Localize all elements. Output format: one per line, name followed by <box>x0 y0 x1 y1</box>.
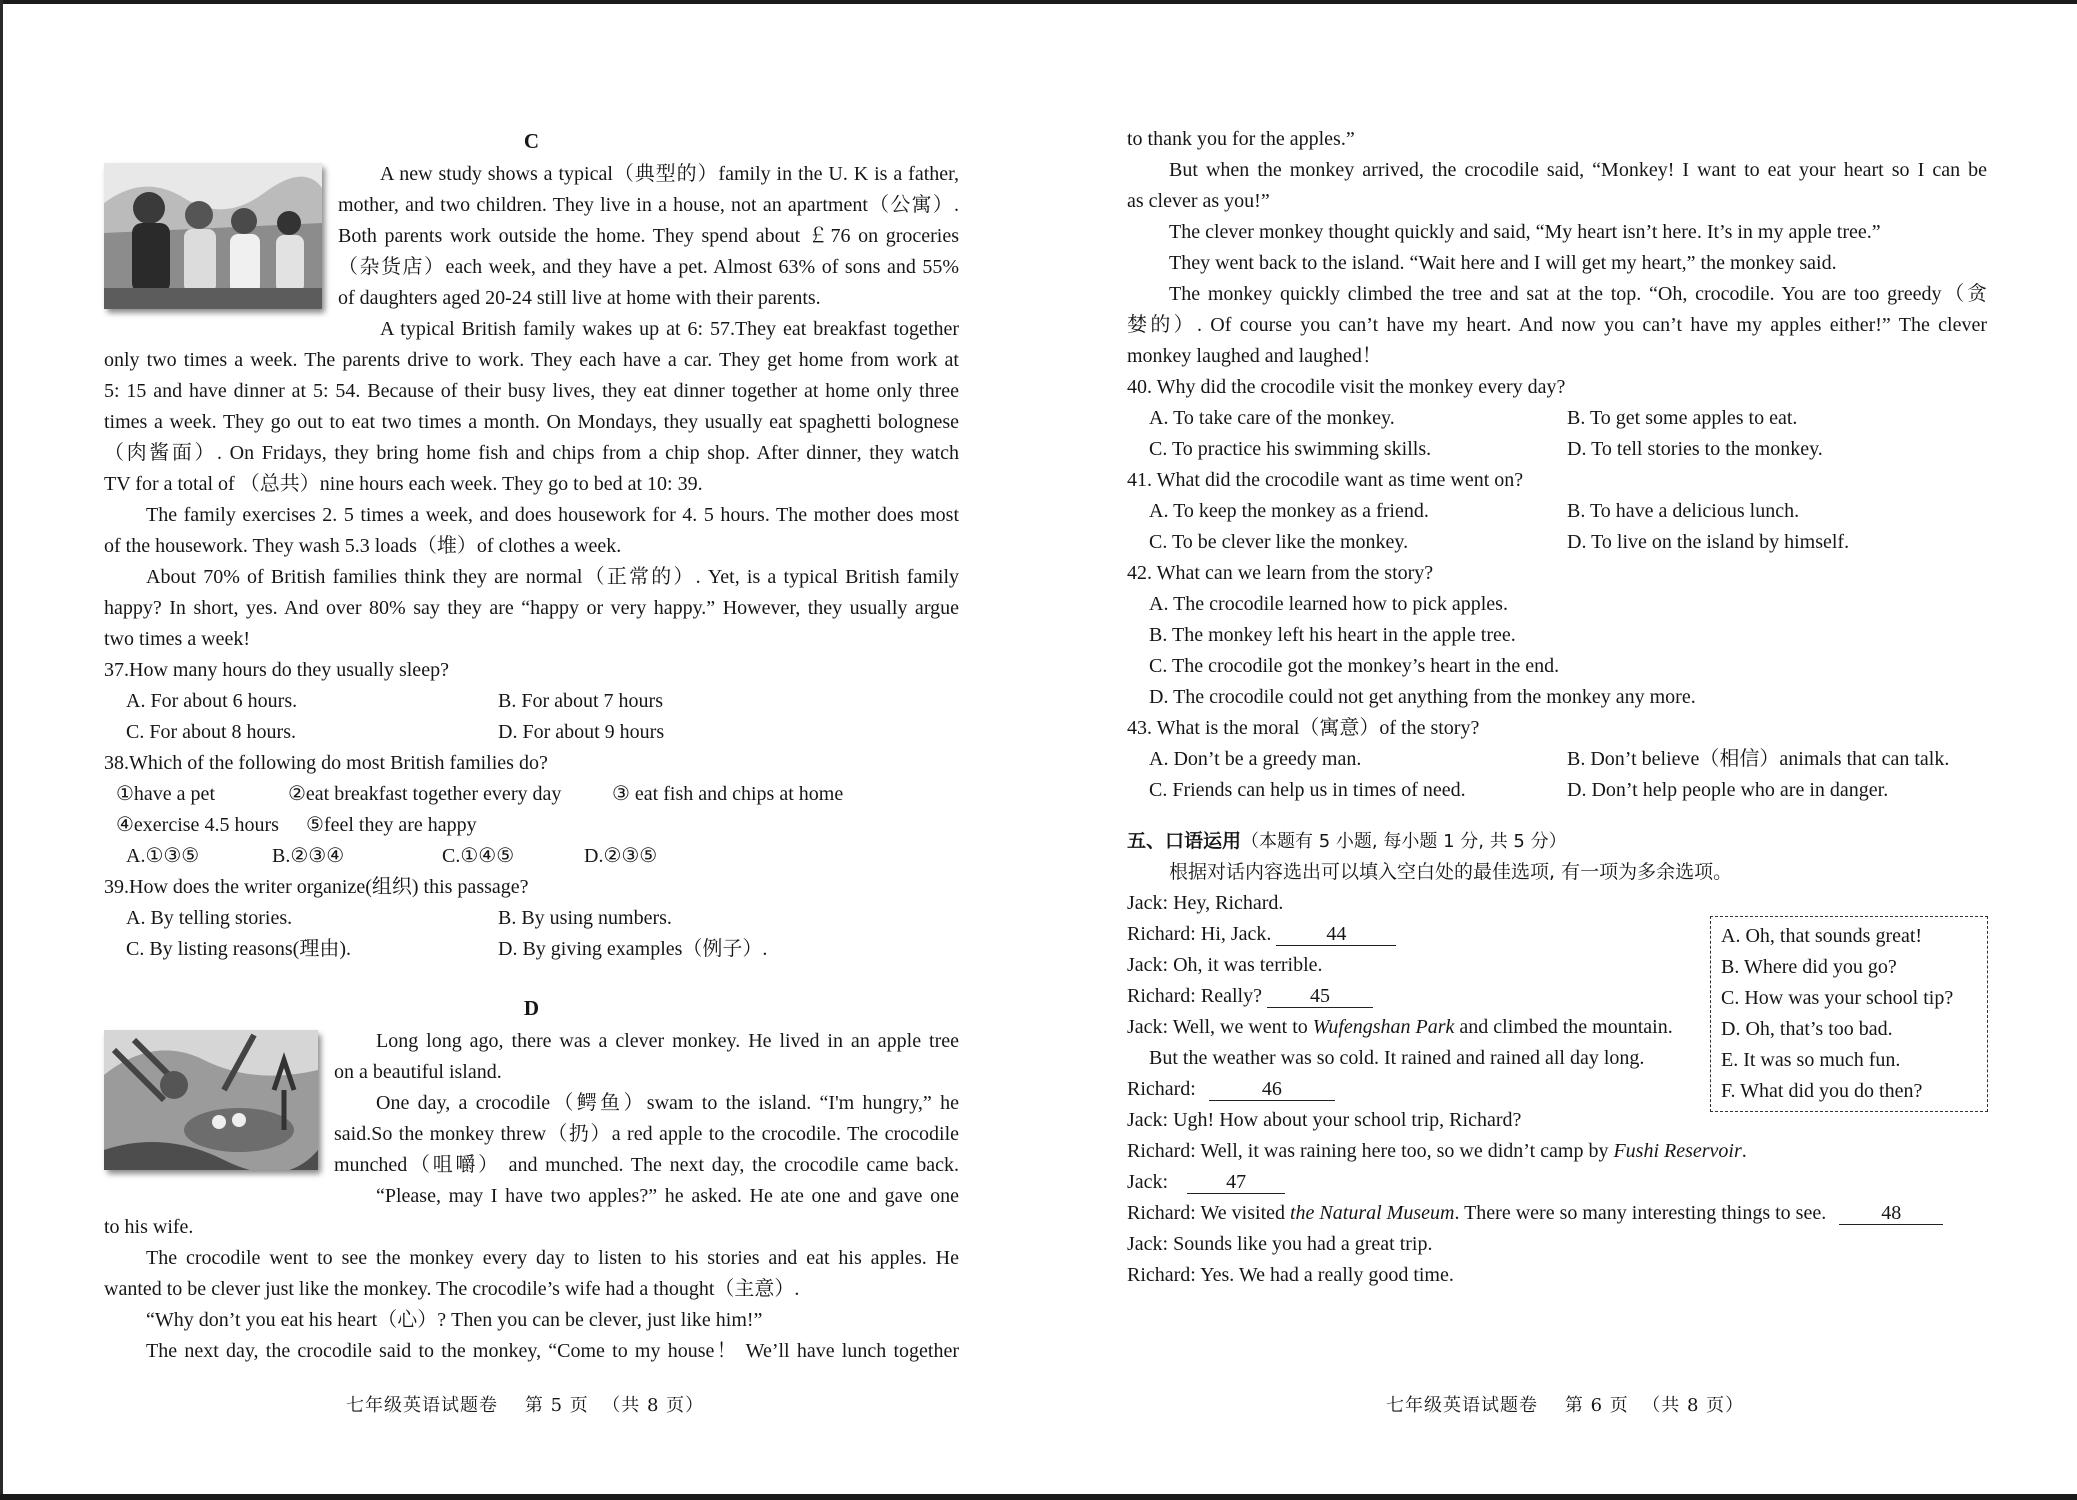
text-line: （杂货店）each week, and they have a pet. Almost 63% of sons and 55% <box>338 256 959 278</box>
question-40-options-row-2 <box>1127 434 1987 465</box>
option-c: C. To be clever like the monkey. <box>1149 531 1409 553</box>
option-d: D. For about 9 hours <box>498 721 665 743</box>
answer-blank-48[interactable]: 48 <box>1839 1202 1943 1225</box>
answer-blank-47[interactable]: 47 <box>1187 1171 1285 1194</box>
answer-option: B. Where did you go? <box>1721 956 1897 978</box>
text-line: munched（咀嚼） and munched. The next day, the crocodile came back. <box>334 1154 959 1176</box>
dialogue-text: Oh, it was terrible. <box>1173 954 1323 976</box>
section-c-intro <box>104 159 959 345</box>
speaker-label: Richard: <box>1127 1264 1196 1286</box>
text-line: said.So the monkey threw（扔）a red apple to the crocodile. The crocodile <box>334 1123 959 1145</box>
speaker-label: Richard: <box>1127 1202 1196 1224</box>
dialogue-text: We visited <box>1200 1202 1290 1224</box>
text-line: One day, a crocodile（鳄鱼）swam to the island. “I'm hungry,” he <box>376 1092 959 1114</box>
text-line: They went back to the island. “Wait here and I will get my heart,” the monkey said. <box>1169 252 1837 274</box>
speaker-label: Richard: <box>1127 1078 1196 1100</box>
question-41-stem: 41. What did the crocodile want as time went on? <box>1127 469 1524 491</box>
answer-option: D. Oh, that’s too bad. <box>1721 1018 1893 1040</box>
dialogue-text: Hey, Richard. <box>1173 892 1284 914</box>
answer-options-box <box>1710 916 1988 1112</box>
dialogue-text: Yes. We had a really good time. <box>1200 1264 1454 1286</box>
answer-option: A. Oh, that sounds great! <box>1721 925 1923 947</box>
speaker-label: Richard: <box>1127 1140 1196 1162</box>
text-line: Both parents work outside the home. They spend about ￡76 on groceries <box>338 225 959 247</box>
text-line: The family exercises 2. 5 times a week, and does housework for 4. 5 hours. The mother does most <box>146 504 959 526</box>
answer-blank-45[interactable]: 45 <box>1267 985 1373 1008</box>
question-43-stem: 43. What is the moral（寓意）of the story? <box>1127 717 1480 739</box>
text-line: A new study shows a typical（典型的）family in the U. K is a father, <box>380 163 959 185</box>
option-a: A.①③⑤ <box>126 845 200 867</box>
answer-option: C. How was your school tip? <box>1721 987 1954 1009</box>
option-d: D. By giving examples（例子）. <box>498 938 768 960</box>
dialogue-line <box>1127 1229 1987 1260</box>
option-d: D. The crocodile could not get anything from the monkey any more. <box>1149 686 1696 708</box>
statement-item: ③ eat fish and chips at home <box>612 783 844 805</box>
text-line: 5: 15 and have dinner at 5: 54. Because of their busy lives, they eat dinner together at home only three <box>104 380 959 402</box>
dialogue-line <box>1127 1260 1987 1291</box>
question-37-options-row-1 <box>104 686 959 717</box>
option-b: B. To get some apples to eat. <box>1567 407 1798 429</box>
text-line: of daughters aged 20-24 still live at home with their parents. <box>338 287 821 309</box>
text-line: as clever as you!” <box>1127 190 1270 212</box>
option-c: C. Friends can help us in times of need. <box>1149 779 1466 801</box>
section-d-heading: D <box>523 996 540 1020</box>
question-42-stem: 42. What can we learn from the story? <box>1127 562 1434 584</box>
question-41-options-row-1 <box>1127 496 1987 527</box>
option-c: C. For about 8 hours. <box>126 721 296 743</box>
option-b: B. To have a delicious lunch. <box>1567 500 1800 522</box>
option-d: D. To tell stories to the monkey. <box>1567 438 1823 460</box>
speaker-label: Richard: <box>1127 985 1196 1007</box>
part-5-scoring-note: （本题有 5 小题, 每小题 1 分, 共 5 分） <box>1241 831 1567 852</box>
option-a: A. The crocodile learned how to pick apples. <box>1149 593 1508 615</box>
option-d: D. To live on the island by himself. <box>1567 531 1850 553</box>
question-37-options-row-2 <box>104 717 959 748</box>
text-line: times a week. They go out to eat two times a month. On Mondays, they usually eat spaghetti bolognese <box>104 411 959 433</box>
question-43-options-row-2 <box>1127 775 1987 806</box>
option-c: C. To practice his swimming skills. <box>1149 438 1432 460</box>
option-b: B. Don’t believe（相信）animals that can talk. <box>1567 748 1950 770</box>
answer-option: F. What did you do then? <box>1721 1080 1923 1102</box>
option-a: A. For about 6 hours. <box>126 690 298 712</box>
text-line: monkey laughed and laughed！ <box>1127 345 1382 367</box>
question-38-items-row-2 <box>104 810 959 841</box>
text-line: 婪的）. Of course you can’t have my heart. And now you can’t have my apples either!” The clever <box>1127 314 1987 336</box>
option-b: B. By using numbers. <box>498 907 672 929</box>
text-line: （肉酱面）. On Fridays, they bring home fish and chips from a chip shop. After dinner, they watch <box>104 442 959 464</box>
family-photo-icon <box>104 163 322 309</box>
dialogue-text: Well, it was raining here too, so we didn’t camp by <box>1200 1140 1614 1162</box>
dialogue-text: and climbed the mountain. <box>1454 1016 1673 1038</box>
section-d-intro <box>104 1026 959 1212</box>
dialogue-continuation: But the weather was so cold. It rained and rained all day long. <box>1149 1047 1645 1069</box>
text-line: wanted to be clever just like the monkey. The crocodile’s wife had a thought（主意）. <box>104 1278 800 1300</box>
statement-item: ④exercise 4.5 hours <box>116 814 279 836</box>
text-line: Long long ago, there was a clever monkey. He lived in an apple tree <box>376 1030 959 1052</box>
option-c: C.①④⑤ <box>442 845 515 867</box>
dialogue-line <box>1127 1136 1987 1167</box>
dialogue-line <box>1127 1198 1987 1229</box>
place-name: Fushi Reservoir <box>1613 1140 1742 1162</box>
option-a: A. To keep the monkey as a friend. <box>1149 500 1429 522</box>
answer-blank-44[interactable]: 44 <box>1276 923 1396 946</box>
part-5-instruction: 根据对话内容选出可以填入空白处的最佳选项, 有一项为多余选项。 <box>1169 861 1733 883</box>
question-38-stem: 38.Which of the following do most British families do? <box>104 752 548 774</box>
speaker-label: Jack: <box>1127 1109 1169 1131</box>
text-line: two times a week! <box>104 628 251 650</box>
text-line: to thank you for the apples.” <box>1127 128 1355 150</box>
statement-item: ②eat breakfast together every day <box>288 783 562 805</box>
option-a: A. By telling stories. <box>126 907 293 929</box>
dialogue-text: . <box>1741 1140 1747 1162</box>
text-line: “Why don’t you eat his heart（心）? Then you can be clever, just like him!” <box>146 1309 763 1331</box>
text-line: only two times a week. The parents drive to work. They each have a car. They get home from work at <box>104 349 959 371</box>
dialogue-line <box>1127 888 1987 919</box>
page-footer-left: 七年级英语试题卷 第 5 页 （共 8 页） <box>346 1395 705 1416</box>
speaker-label: Jack: <box>1127 1171 1169 1193</box>
statement-item: ①have a pet <box>116 783 215 805</box>
question-43-options-row-1 <box>1127 744 1987 775</box>
question-38-items-row-1 <box>104 779 959 810</box>
monkey-crocodile-illustration-icon <box>104 1030 318 1170</box>
text-line: A typical British family wakes up at 6: 57.They eat breakfast together <box>380 318 959 340</box>
text-line: on a beautiful island. <box>334 1061 502 1083</box>
text-line: About 70% of British families think they are normal（正常的）. Yet, is a typical British family <box>146 566 959 588</box>
question-39-options-row-2 <box>104 934 959 965</box>
text-line: The next day, the crocodile said to the monkey, “Come to my house！ We’ll have lunch together <box>146 1340 959 1362</box>
dialogue-text: . There were so many interesting things to see. <box>1454 1202 1827 1224</box>
speaker-label: Jack: <box>1127 1016 1169 1038</box>
question-37-stem: 37.How many hours do they usually sleep? <box>104 659 449 681</box>
option-b: B.②③④ <box>272 845 345 867</box>
dialogue-text: Sounds like you had a great trip. <box>1173 1233 1433 1255</box>
text-line: mother, and two children. They live in a house, not an apartment（公寓）. <box>338 194 959 216</box>
dialogue-text: Really? <box>1200 985 1262 1007</box>
section-c-heading: C <box>523 129 540 153</box>
question-39-stem: 39.How does the writer organize(组织) this passage? <box>104 876 529 898</box>
option-a: A. To take care of the monkey. <box>1149 407 1395 429</box>
question-39-options-row-1 <box>104 903 959 934</box>
statement-item: ⑤feel they are happy <box>306 814 477 836</box>
text-line: The monkey quickly climbed the tree and sat at the top. “Oh, crocodile. You are too greedy（贪 <box>1169 283 1987 305</box>
text-line: The clever monkey thought quickly and said, “My heart isn’t here. It’s in my apple tree.” <box>1169 221 1881 243</box>
dialogue-text: Well, we went to <box>1172 1016 1313 1038</box>
text-line: “Please, may I have two apples?” he asked. He ate one and gave one <box>376 1185 959 1207</box>
scan-border-left <box>0 0 3 1500</box>
text-line: to his wife. <box>104 1216 194 1238</box>
text-line: But when the monkey arrived, the crocodile said, “Monkey! I want to eat your heart so I can be <box>1169 159 1987 181</box>
place-name: Wufengshan Park <box>1312 1016 1455 1038</box>
answer-option: E. It was so much fun. <box>1721 1049 1901 1071</box>
option-c: C. By listing reasons(理由). <box>126 938 351 960</box>
answer-blank-46[interactable]: 46 <box>1209 1078 1335 1101</box>
option-d: D.②③⑤ <box>584 845 658 867</box>
page-footer-right: 七年级英语试题卷 第 6 页 （共 8 页） <box>1386 1395 1745 1416</box>
right-page <box>1127 126 1987 1291</box>
part-5-title: 五、口语运用 <box>1127 830 1242 852</box>
text-line: of the housework. They wash 5.3 loads（堆）of clothes a week. <box>104 535 622 557</box>
text-line: TV for a total of （总共）nine hours each week. They go to bed at 10: 39. <box>104 473 703 495</box>
dialogue-text: Ugh! How about your school trip, Richard? <box>1173 1109 1522 1131</box>
speaker-label: Richard: <box>1127 923 1196 945</box>
question-40-options-row-1 <box>1127 403 1987 434</box>
option-a: A. Don’t be a greedy man. <box>1149 748 1362 770</box>
place-name: the Natural Museum <box>1290 1202 1455 1224</box>
scan-border-bottom <box>0 1494 2077 1500</box>
question-38-options <box>104 841 959 872</box>
text-line: happy? In short, yes. And over 80% say they are “happy or very happy.” However, they usually argue <box>104 597 959 619</box>
speaker-label: Jack: <box>1127 1233 1169 1255</box>
left-page <box>104 126 959 1367</box>
speaker-label: Jack: <box>1127 954 1169 976</box>
speaker-label: Jack: <box>1127 892 1169 914</box>
question-41-options-row-2 <box>1127 527 1987 558</box>
option-c: C. The crocodile got the monkey’s heart in the end. <box>1149 655 1560 677</box>
scan-border-top <box>0 0 2077 4</box>
question-40-stem: 40. Why did the crocodile visit the monkey every day? <box>1127 376 1566 398</box>
dialogue-line <box>1127 1167 1987 1198</box>
dialogue-text: Hi, Jack. <box>1200 923 1272 945</box>
text-line: The crocodile went to see the monkey every day to listen to his stories and eat his apples. He <box>146 1247 959 1269</box>
option-b: B. The monkey left his heart in the apple tree. <box>1149 624 1516 646</box>
option-b: B. For about 7 hours <box>498 690 663 712</box>
option-d: D. Don’t help people who are in danger. <box>1567 779 1889 801</box>
part-5-heading <box>1127 826 1987 857</box>
